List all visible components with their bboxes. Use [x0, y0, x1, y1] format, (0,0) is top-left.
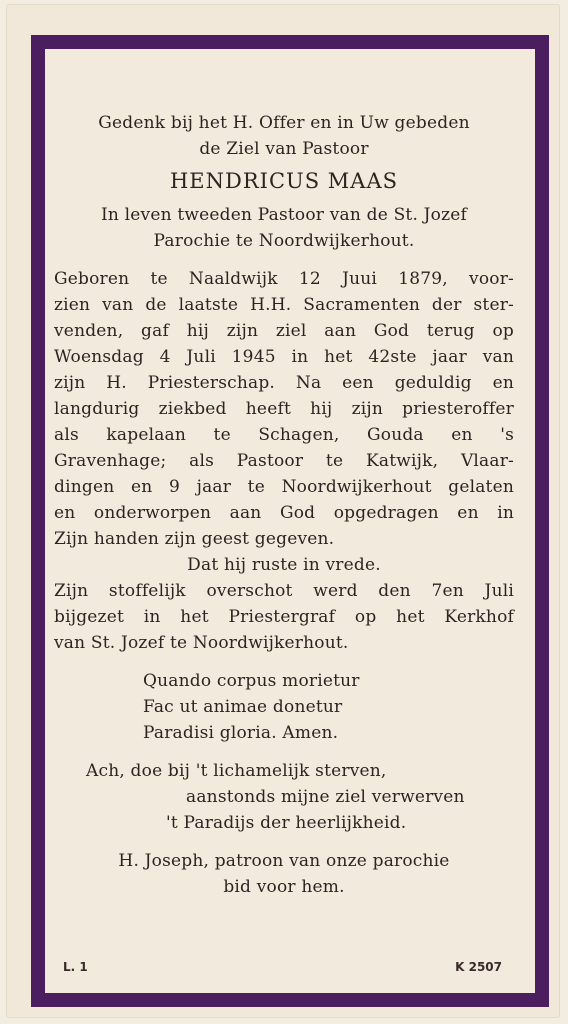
burial-line: bijgezet in het Priestergraf op het Kerkhof [54, 607, 514, 627]
header-line-2: de Ziel van Pastoor [199, 139, 369, 159]
biography-line: langdurig ziekbed heeft hij zijn priesteroffer [54, 399, 514, 419]
closing-line-1: H. Joseph, patroon van onze parochie [118, 851, 450, 871]
subtitle-line-2: Parochie te Noordwijkerhout. [153, 231, 415, 251]
rest-in-peace: Dat hij ruste in vrede. [187, 555, 381, 575]
prayer-verse [42, 758, 526, 836]
burial-line: Zijn stoffelijk overschot werd den 7en Juli [54, 581, 514, 601]
biography-line: als kapelaan te Schagen, Gouda en 's [54, 425, 514, 445]
print-code-left: L. 1 [63, 960, 88, 974]
prayer-line: aanstonds mijne ziel verwerven [186, 787, 465, 807]
latin-line: Quando corpus morietur [143, 671, 360, 691]
burial-paragraph [42, 578, 526, 656]
header-line-1: Gedenk bij het H. Offer en in Uw gebeden [98, 113, 470, 133]
biography-line: venden, gaf hij zijn ziel aan God terug op [54, 321, 514, 341]
biography-line: Geboren te Naaldwijk 12 Juui 1879, voor- [54, 269, 514, 289]
prayer-line: Ach, doe bij 't lichamelijk sterven, [86, 761, 387, 781]
biography-paragraph [42, 266, 526, 552]
biography-line: en onderworpen aan God opgedragen en in [54, 503, 514, 523]
burial-line: van St. Jozef te Noordwijkerhout. [54, 633, 349, 653]
deceased-name: HENDRICUS MAAS [169, 169, 398, 193]
latin-verse [42, 668, 526, 746]
biography-line: dingen en 9 jaar te Noordwijkerhout gelaten [54, 477, 514, 497]
latin-line: Paradisi gloria. Amen. [143, 723, 339, 743]
prayer-line: 't Paradijs der heerlijkheid. [166, 813, 407, 833]
subtitle-line-1: In leven tweeden Pastoor van de St. Jozef [100, 205, 468, 225]
biography-line: zijn H. Priesterschap. Na een geduldig en [54, 373, 514, 393]
card-text [42, 110, 526, 900]
closing-line-2: bid voor hem. [223, 877, 345, 897]
biography-line: Woensdag 4 Juli 1945 in het 42ste jaar van [54, 347, 514, 367]
print-code-right: K 2507 [455, 960, 502, 974]
biography-line: Zijn handen zijn geest gegeven. [54, 529, 335, 549]
latin-line: Fac ut animae donetur [143, 697, 343, 717]
biography-line: Gravenhage; als Pastoor te Katwijk, Vlaar- [54, 451, 514, 471]
biography-line: zien van de laatste H.H. Sacramenten der ster- [54, 295, 514, 315]
